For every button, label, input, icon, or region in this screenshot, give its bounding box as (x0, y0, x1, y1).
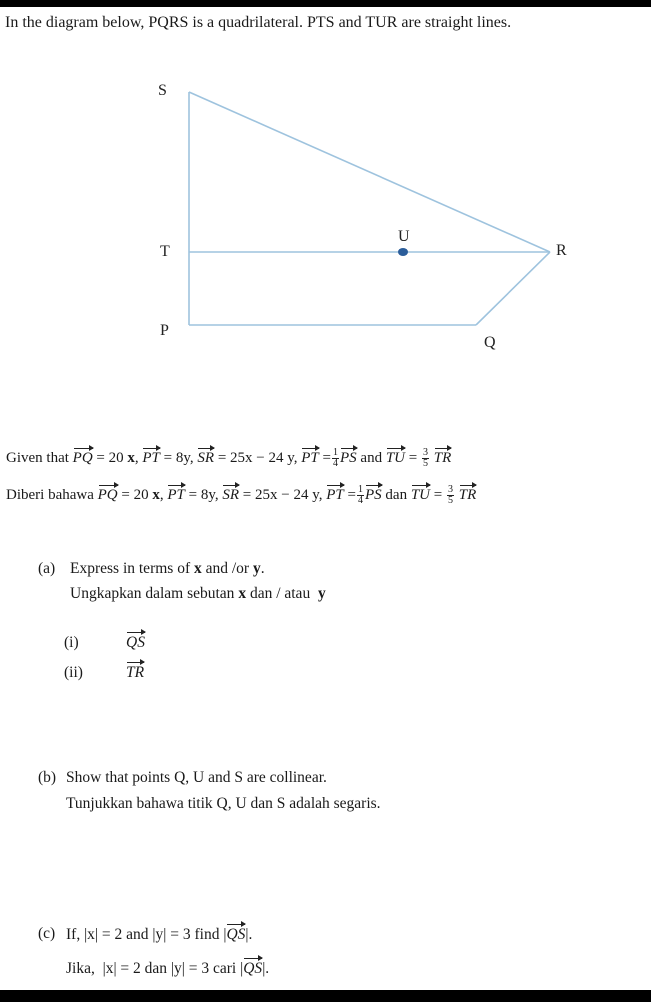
vec-pt: PT (142, 446, 160, 467)
vec-qs-ms: QS (243, 956, 262, 978)
part-a-item-ii-vec: TR (126, 660, 144, 682)
part-b-text-ms: Tunjukkan bahawa titik Q, U dan S adalah segaris. (66, 795, 381, 812)
vec-tr: TR (434, 446, 452, 467)
vec-pt-2: PT (301, 446, 319, 467)
part-c-text-en: If, |x| = 2 and |y| = 3 find |QS|. (66, 922, 252, 944)
vec-qs-en: QS (226, 922, 245, 944)
problem-intro: In the diagram below, PQRS is a quadrilateral. PTS and TUR are straight lines. (5, 14, 512, 31)
label-p: P (160, 322, 169, 339)
point-u-dot (398, 248, 408, 256)
vec-sr: SR (197, 446, 214, 467)
vec-pq: PQ (73, 446, 93, 467)
label-t: T (160, 243, 170, 260)
part-b-text-en: Show that points Q, U and S are collinear. (66, 769, 327, 786)
line-rq (476, 252, 550, 325)
part-a-item-i-vec: QS (126, 630, 145, 652)
part-a-item-ii-num: (ii) (64, 664, 83, 681)
diagram-lines (189, 92, 550, 325)
fraction-one-quarter: $\frac{1}{4}$ (333, 447, 338, 470)
vec-tu: TU (386, 446, 405, 467)
quadrilateral-diagram (0, 60, 651, 440)
bottom-border (0, 990, 651, 1002)
diagram-labels (158, 82, 567, 351)
vec-ps: PS (340, 446, 357, 467)
part-a-text-ms: Ungkapkan dalam sebutan x dan / atau y (70, 585, 326, 602)
given-malay: Diberi bahawa PQ = 20 x, PT = 8y, SR = 25x − 24 y, PT = $\frac{1}{4}$ PS dan TU = $\frac{3}{5}$ TR (6, 484, 477, 507)
label-q: Q (484, 334, 496, 351)
fraction-three-fifths: $\frac{3}{5}$ (423, 447, 428, 470)
label-s: S (158, 82, 167, 99)
part-a-text-en: Express in terms of x and /or y. (70, 560, 265, 577)
part-a-label: (a) (38, 560, 56, 577)
part-a-item-i-num: (i) (64, 634, 79, 651)
label-u: U (398, 228, 410, 245)
given-english: Given that PQ = 20 x, PT = 8y, SR = 25x − 24 y, PT = $\frac{1}{4}$ PS and TU = $\frac{3}{5}$ TR (6, 447, 452, 470)
top-border (0, 0, 651, 7)
part-c-label: (c) (38, 925, 56, 942)
line-sr (189, 92, 550, 252)
part-b-label: (b) (38, 769, 57, 786)
label-r: R (556, 242, 567, 259)
part-c-text-ms: Jika, |x| = 2 dan |y| = 3 cari |QS|. (66, 956, 269, 978)
